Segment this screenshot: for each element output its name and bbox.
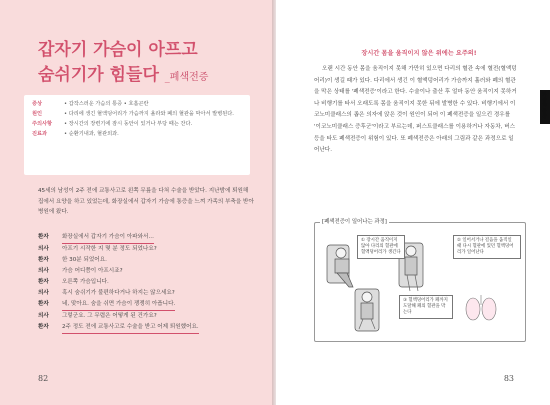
title-subtitle: _폐색전증 bbox=[164, 72, 209, 83]
info-text: • 순환기내과, 혈관외과. bbox=[64, 131, 119, 137]
info-box bbox=[24, 95, 250, 175]
info-row-department bbox=[32, 131, 242, 138]
line-text: 혹시 숨쉬기가 불편하다거나 하지는 않으세요? bbox=[62, 290, 175, 296]
side-tab-label: 가슴의 증상 bbox=[541, 92, 547, 119]
page-number-right: 83 bbox=[503, 374, 514, 383]
speaker: 의사 bbox=[38, 290, 49, 296]
info-label: 진료과 bbox=[32, 131, 48, 137]
speaker: 환자 bbox=[38, 257, 49, 263]
dialogue-line bbox=[38, 277, 260, 288]
lung-icon bbox=[466, 295, 496, 320]
line-text: 화장실에서 갑자기 가슴이 아파와서… bbox=[62, 232, 154, 244]
info-label: 증상 bbox=[32, 101, 43, 107]
dialogue-line bbox=[38, 255, 260, 266]
dialogue bbox=[38, 232, 260, 334]
dialogue-line bbox=[38, 322, 260, 334]
dialogue-line bbox=[38, 232, 260, 244]
speaker: 환자 bbox=[38, 324, 49, 330]
speaker: 환자 bbox=[38, 234, 49, 240]
line-text: 오른쪽 가슴입니다. bbox=[62, 279, 109, 285]
dialogue-line bbox=[38, 299, 260, 311]
line-text: 한 30분 되었어요. bbox=[62, 257, 107, 263]
speaker: 환자 bbox=[38, 301, 49, 307]
speaker: 의사 bbox=[38, 246, 49, 252]
right-page bbox=[276, 0, 550, 405]
info-text: • 장시간의 장련기에 잠시 동안이 있거나 부당 때는 잔다. bbox=[64, 121, 193, 127]
dialogue-line bbox=[38, 244, 260, 255]
speaker: 환자 bbox=[38, 279, 49, 285]
body-text: 오랜 시간 동안 몸을 움직이지 못해 가만히 있으면 다리의 혈관 속에 혈전(혈액덩어리)이 생길 때가 있다. 다리에서 생긴 이 혈액덩어리가 가슴까지 흘러와 폐의 혈관을 막은 상태를 '폐색전증'이라고 한다. 수술이나 출산 후 얼마 동안 움직이지 못하거나 비행기를 타서 오래도록 몸을 움직이지 못한 뒤에 발병한 수 있다. 비행기에서 이코노미클래스의 좁은 의자에 앉은 것이 원인이 되어 이 폐색전증을 일으킨 경우를 '이코노미클래스 증후군'이라고 부르는데, 퍼스트클래스를 이용하거나 자동차, 버스 등을 타도 폐색전증이 위험이 있다. 또 폐색전증은 아래의 그림과 같은 과정으로 일어난다. bbox=[314, 66, 517, 154]
info-row-symptom bbox=[32, 101, 242, 108]
figure-person-collapsing-icon bbox=[355, 289, 379, 331]
line-text: 2주 정도 전에 교통사고로 수술을 받고 어제 퇴원했어요. bbox=[62, 322, 199, 334]
dialogue-line bbox=[38, 311, 260, 322]
figure-caption: ③ 혈액덩어리가 폐까지 도달해 폐의 혈관을 막는다 bbox=[399, 295, 453, 319]
line-text: 가슴 어디쯤이 아프시죠? bbox=[62, 268, 123, 274]
title-line-2: 숨쉬기가 힘들다 bbox=[38, 65, 159, 85]
left-page bbox=[0, 0, 274, 405]
dialogue-line bbox=[38, 266, 260, 277]
figure-caption: ① 장시간 움직이지 않아 다리의 혈관에 혈액덩어리가 생긴다 bbox=[357, 235, 405, 259]
dialogue-line bbox=[38, 288, 260, 299]
info-label: 주의사항 bbox=[32, 121, 53, 127]
figure-title: [폐색전증이 일어나는 과정] bbox=[322, 219, 387, 225]
speaker: 의사 bbox=[38, 268, 49, 274]
speaker: 의사 bbox=[38, 313, 49, 319]
info-row-cause bbox=[32, 111, 242, 118]
figure-person-seated-icon bbox=[327, 245, 353, 287]
page-title bbox=[38, 38, 208, 90]
page-number-left: 82 bbox=[38, 374, 49, 383]
case-intro: 45세의 남성이 2주 전에 교통사고로 왼쪽 무릎을 다쳐 수술을 받았다. 지난밤에 퇴원해 집에서 요양을 하고 있었는데, 화장실에서 갑자기 가슴에 통증을 느껴 가족의 부축을 받아 병원에 왔다. bbox=[38, 188, 254, 215]
process-figure bbox=[314, 219, 526, 342]
info-text: • 다리에 생긴 혈액덩어리가 가슴까지 올라와 폐의 혈관을 막아서 발병된다. bbox=[64, 111, 234, 117]
section-heading: 장시간 몸을 움직이지 않은 위에는 요주의! bbox=[361, 50, 477, 57]
line-text: 그렇군요. 그 무렵은 어떻게 된 건가요? bbox=[62, 313, 157, 319]
line-text: 네, 맞아요. 숨을 쉬면 가슴이 쟁쟁히 아픕니다. bbox=[62, 299, 175, 311]
title-line-1: 갑자기 가슴이 아프고 bbox=[38, 40, 198, 60]
info-label: 원인 bbox=[32, 111, 43, 117]
figure-caption: ② 일어서거나 걸음을 움직일 때 다시 혈관에 있던 혈액덩어리가 일어난다 bbox=[453, 235, 521, 259]
line-text: 아프기 시작한 지 몇 분 정도 되었나요? bbox=[62, 246, 157, 252]
info-text: • 갑작스러운 가슴의 통증 • 호흡곤란 bbox=[64, 101, 149, 107]
info-row-caution bbox=[32, 121, 242, 128]
